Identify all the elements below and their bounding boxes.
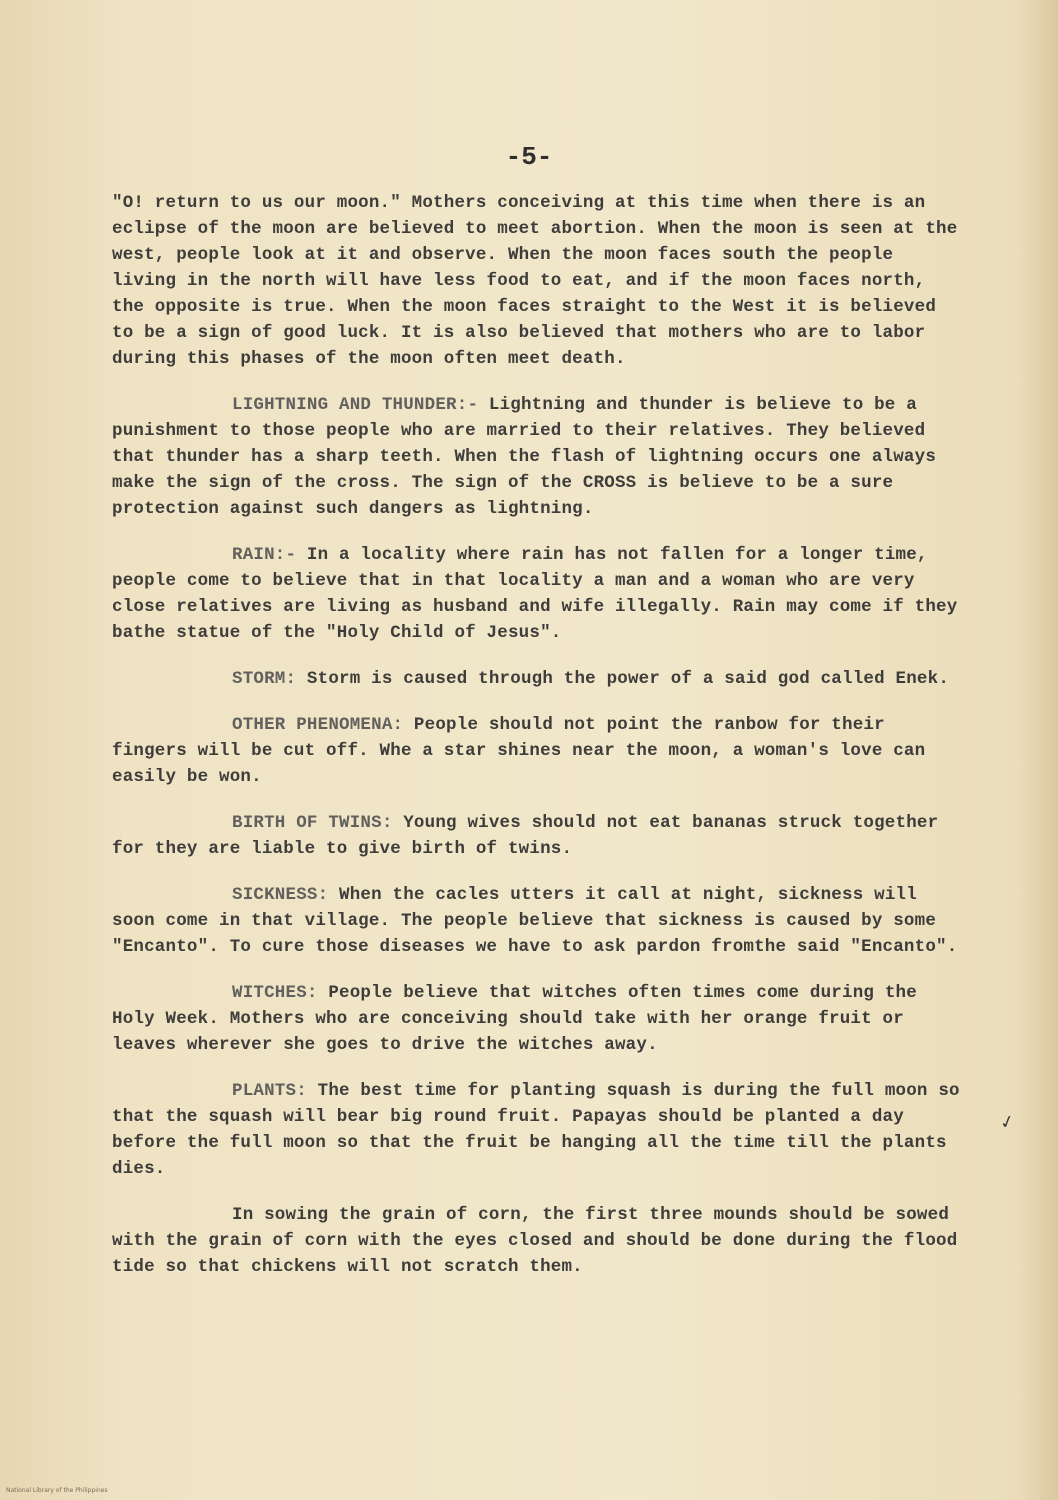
paragraph-witches (112, 980, 962, 1058)
paragraph-text: In sowing the grain of corn, the first three mounds should be sowed with the grain of corn with the eyes closed and should be done during the flood tide so that chickens will not scratch them. (112, 1205, 958, 1277)
paper-edge-shading (1018, 0, 1058, 1500)
paragraph-text: The best time for planting squash is during the full moon so that the squash will bear big round fruit. Papayas should be planted a day before the full moon so that the fruit be hanging all the time till the plants dies. (112, 1081, 960, 1179)
section-heading: PLANTS: (232, 1081, 307, 1101)
document-body (112, 190, 962, 1300)
section-heading: STORM: (232, 669, 297, 689)
paragraph-storm (112, 666, 962, 692)
paragraph-sickness (112, 882, 962, 960)
paragraph-text: When the cacles utters it call at night, sickness will soon come in that village. The people believe that sickness is caused by some "Encanto". To cure those diseases we have to ask pardon fromthe said "Encanto". (112, 885, 958, 957)
section-heading: BIRTH OF TWINS: (232, 813, 393, 833)
paragraph-text: Storm is caused through the power of a said god called Enek. (296, 669, 950, 689)
section-heading: OTHER PHENOMENA: (232, 715, 404, 735)
paragraph-text: "O! return to us our moon." Mothers conceiving at this time when there is an eclipse of the moon are believed to meet abortion. When the moon is seen at the west, people look at it and observe. When the moon faces south the people living in the north will have less food to eat, and if the moon faces north, the opposite is true. When the moon faces straight to the West it is believed to be a sign of good luck. It is also believed that mothers who are to labor during this phases of the moon often meet death. (112, 193, 958, 369)
paragraph-rain (112, 542, 962, 646)
page-number: -5- (505, 142, 553, 172)
paragraph-text: People should not point the ranbow for their fingers will be cut off. Whe a star shines near the moon, a woman's love can easily be won. (112, 715, 926, 787)
section-heading: RAIN:- (232, 545, 297, 565)
paragraph-text: Young wives should not eat bananas struck together for they are liable to give birth of twins. (112, 813, 939, 859)
pencil-tick-mark: ✓ (997, 1110, 1018, 1135)
paragraph-text: Lightning and thunder is believe to be a punishment to those people who are married to their relatives. They believed that thunder has a sharp teeth. When the flash of lightning occurs one always make the sign of the cross. The sign of the CROSS is believe to be a sure protection against such dangers as lightning. (112, 395, 937, 519)
paragraph-other-phenomena (112, 712, 962, 790)
scan-footer: National Library of the Philippines (6, 1487, 108, 1494)
paragraph-plants (112, 1078, 962, 1182)
section-heading: WITCHES: (232, 983, 318, 1003)
paragraph-corn (112, 1202, 962, 1280)
paragraph-moon (112, 190, 962, 372)
section-heading: SICKNESS: (232, 885, 329, 905)
section-heading: LIGHTNING AND THUNDER:- (232, 395, 479, 415)
paragraph-lightning-thunder (112, 392, 962, 522)
paragraph-text: In a locality where rain has not fallen for a longer time, people come to believe that in that locality a man and a woman who are very close relatives are living as husband and wife illegally. Rain may come if they bathe statue of the "Holy Child of Jesus". (112, 545, 958, 643)
paragraph-text: People believe that witches often times come during the Holy Week. Mothers who are conceiving should take with her orange fruit or leaves wherever she goes to drive the witches away. (112, 983, 917, 1055)
paragraph-birth-of-twins (112, 810, 962, 862)
